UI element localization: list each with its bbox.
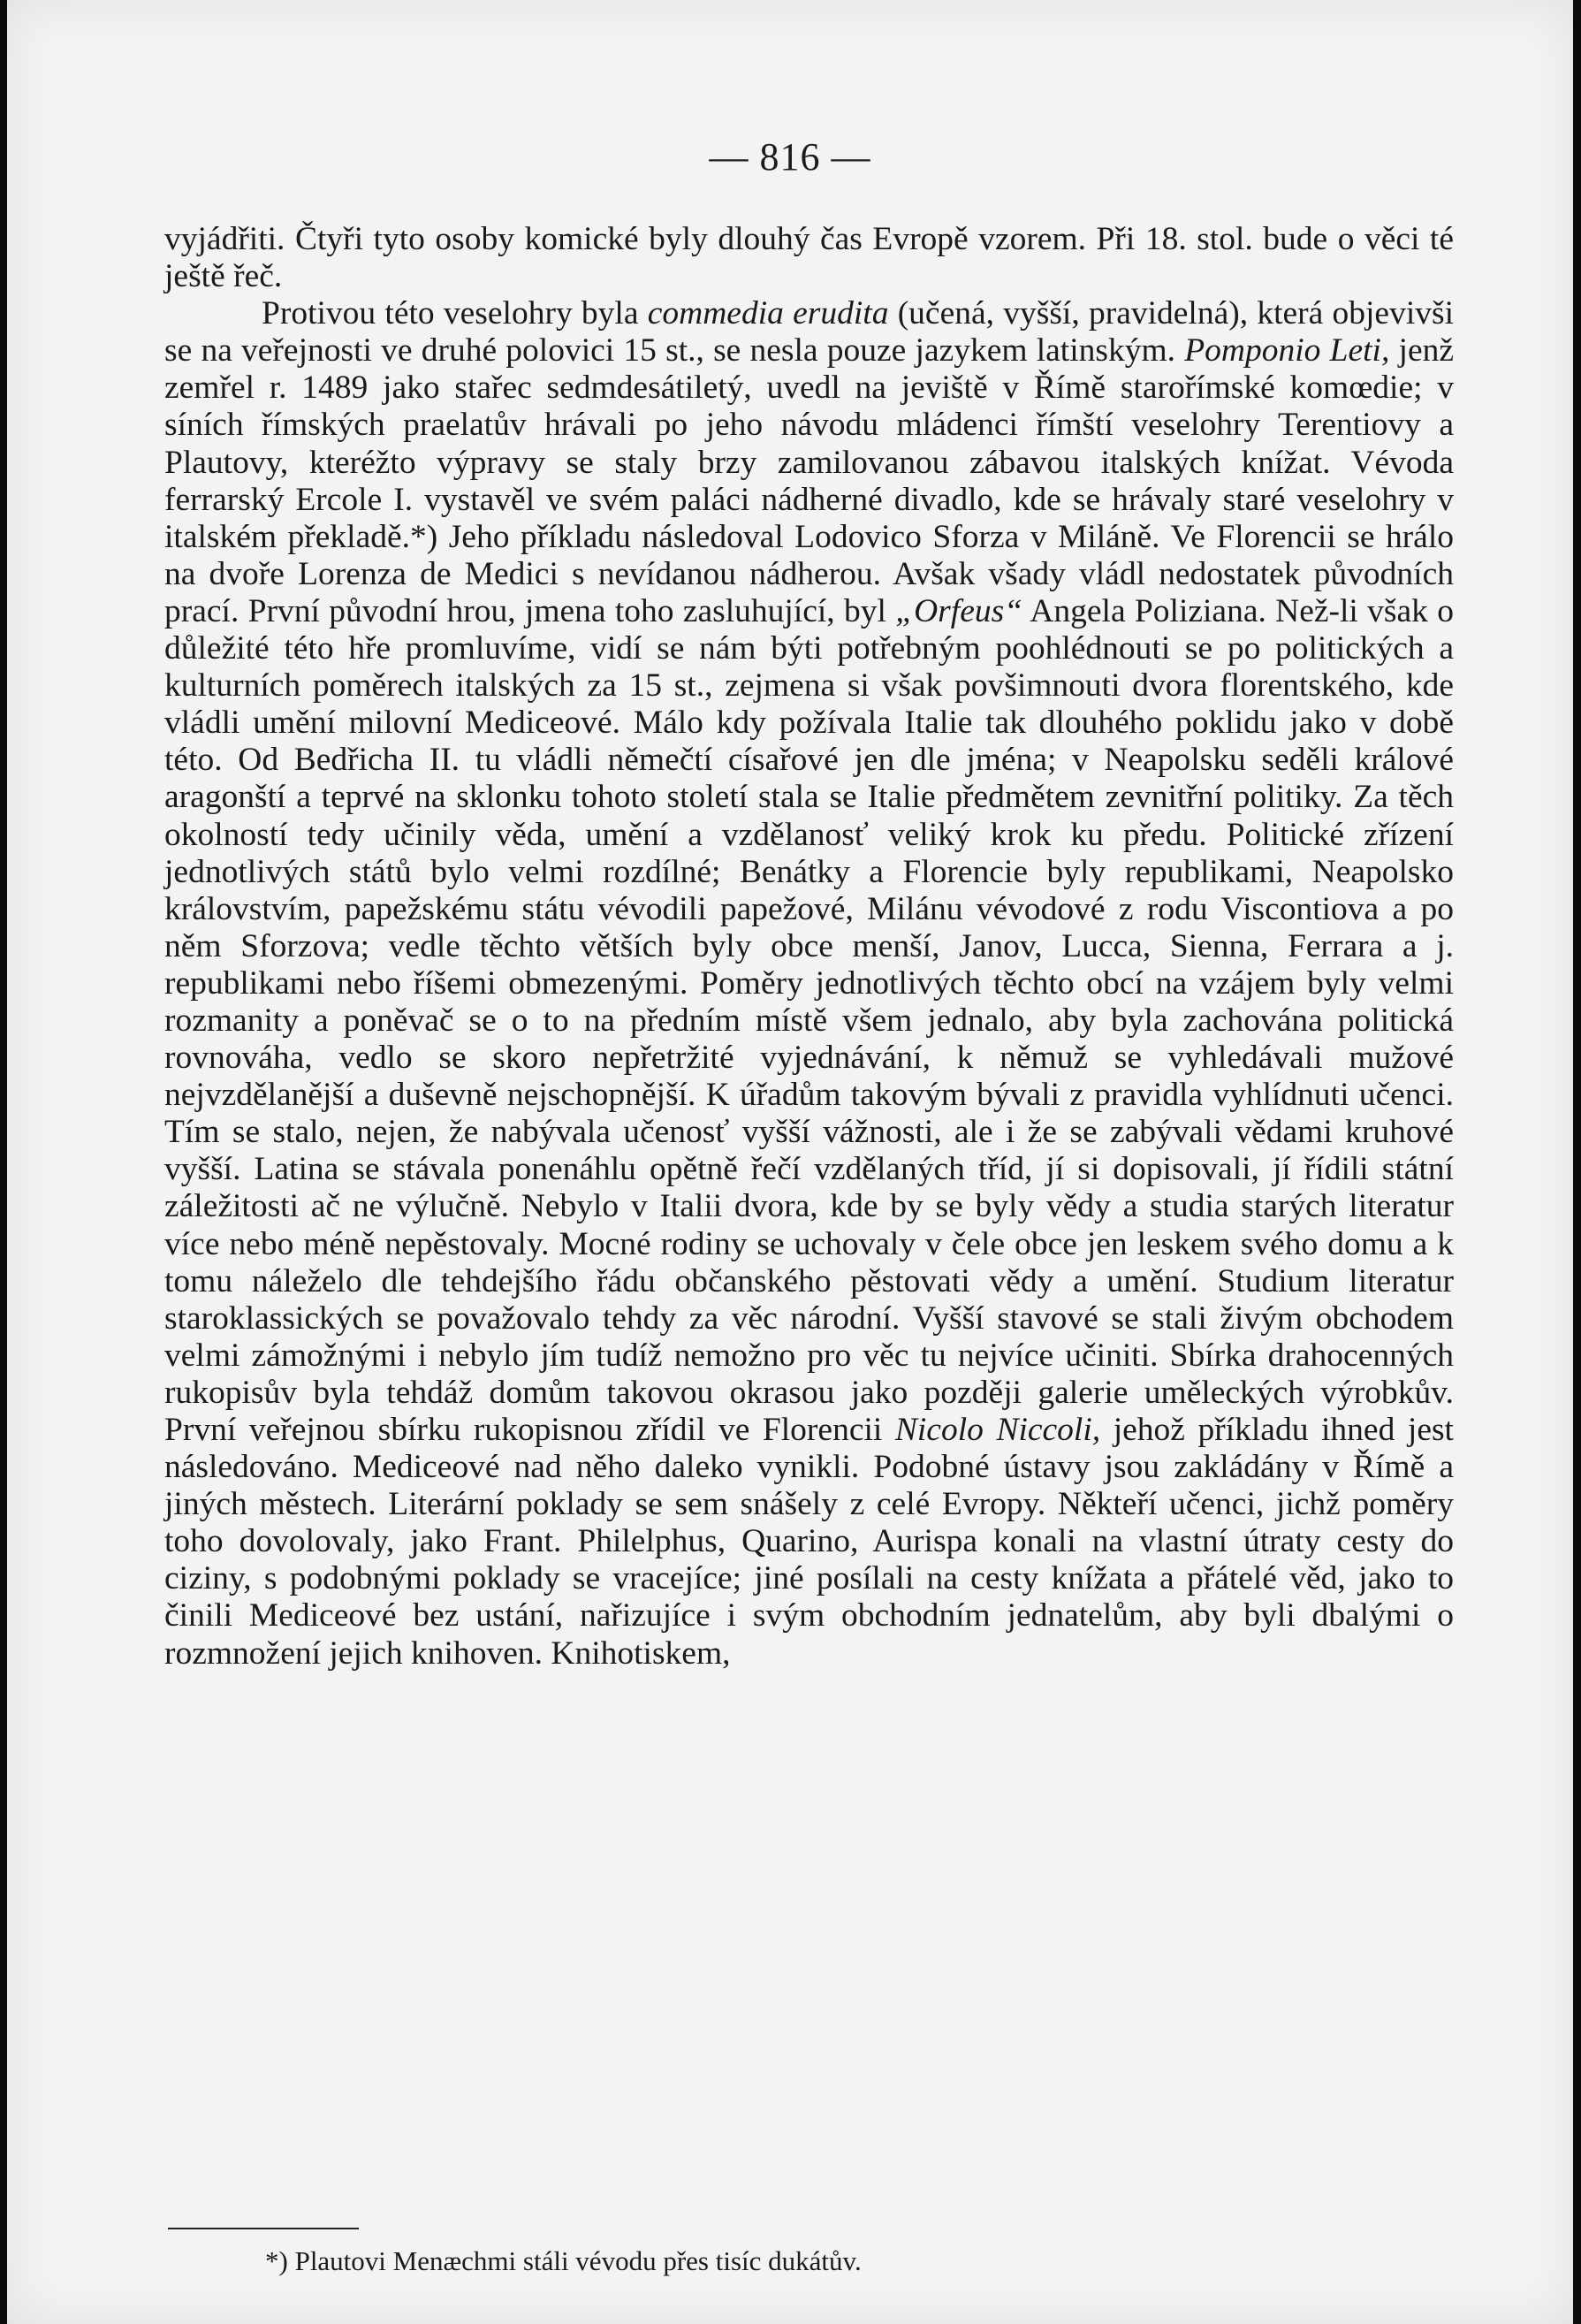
paragraph-2 <box>164 295 1454 1672</box>
text-run: (učená, vyšší, pravidelná), která objevivši se na veřejnosti ve druhé polovici 15 st., se nesla pouze jazykem latinským. <box>164 295 1455 370</box>
book-page <box>7 0 1573 2324</box>
paragraph-1 <box>164 221 1454 295</box>
footnote-rule <box>168 2228 359 2229</box>
italic-run: Pomponio Leti, <box>1184 332 1390 370</box>
text-run: jenž zemřel r. 1489 jako stařec sedmdesátiletý, uvedl na jeviště v Římě starořímské komœdie; v síních římských praelatův hrávali po jeho návodu mládenci římští veselohry Terentiovy a Plautovy, kteréžto výpravy se staly brzy zamilovanou zábavou italských knížat. Vévoda ferrarský Ercole I. vystavěl ve svém paláci nádherné divadlo, kde se hrávaly staré veselohry v italském překladě.*) Jeho příkladu následoval Lodovico Sforza v Miláně. Ve Florencii se hrálo na dvoře Lorenza de Medici s nevídanou nádherou. Avšak všady vládl nedostatek původních prací. První původní hrou, jmena toho zasluhující, byl <box>164 332 1454 629</box>
text-run: Angela Poliziana. Než-li však o důležité této hře promluvíme, vidí se nám býti potřebným poohlédnouti se po politických a kulturních poměrech italských za 15 st., zejmena si však povšimnouti dvora florentského, kde vládli umění milovní Mediceové. Málo kdy požívala Italie tak dlouhého poklidu jako v době této. Od Bedřicha II. tu vládli němečtí císařové jen dle jména; v Neapolsku seděli králové aragonští a teprvé na sklonku tohoto století stala se Italie předmětem zevnitřní politiky. Za těch okolností tedy učinily věda, umění a vzdělanosť veliký krok ku předu. Politické zřízení jednotlivých států bylo velmi rozdílné; Benátky a Florencie byly republikami, Neapolsko královstvím, papežskému státu vévodili papežové, Milánu vévodové z rodu Viscontiova a po něm Sforzova; vedle těchto větších byly obce menší, Janov, Lucca, Sienna, Ferrara a j. republikami nebo říšemi obmezenými. Poměry jednotlivých těchto obcí na vzájem byly velmi rozmanity a poněvač se o to na předním místě všem jednalo, aby byla zachována politická rovnováha, vedlo se skoro nepřetržité vyjednávání, k němuž se vyhledávali mužové nejvzdělanější a duševně nejschopnější. K úřadům takovým bývali z pravidla vyhlídnuti učenci. Tím se stalo, nejen, že nabývala učenosť vyšší vážnosti, ale i že se zabývali vědami kruhové vyšší. Latina se stávala ponenáhlu opětně řečí vzdělaných tříd, jí si dopisovali, jí řídili státní záležitosti ač ne výlučně. Nebylo v Italii dvora, kde by se byly vědy a studia starých literatur více nebo méně nepěstovaly. Mocné rodiny se uchovaly v čele obce jen leskem svého domu a k tomu náleželo dle tehdejšího řádu občanského pěstovati vědy a umění. Studium literatur staroklassických se považovalo tehdy za věc národní. Vyšší stavové se stali živým obchodem velmi zámožnými i nebylo jím tudíž nemožno pro věc tu nejvíce učiniti. Sbírka drahocenných rukopisův byla tehdáž domům takovou okrasou jako později galerie uměleckých výrobkův. První veřejnou sbírku rukopisnou zřídil ve Florencii <box>164 592 1454 1448</box>
footnote: *) Plautovi Menæchmi stáli vévodu přes tisíc dukátův. <box>265 2245 862 2276</box>
body-text <box>164 221 1454 1673</box>
italic-run: commedia erudita <box>647 295 889 332</box>
page-number: — 816 — <box>709 135 871 179</box>
text-run: jehož příkladu ihned jest následováno. Mediceové nad něho daleko vynikli. Podobné ústavy jsou zakládány v Římě a jiných městech. Literární poklady se sem snášely z celé Evropy. Někteří učenci, jichž poměry toho dovolovaly, jako Frant. Philelphus, Quarino, Aurispa konali na vlastní útraty cesty do ciziny, s podobnými poklady se vracejíce; jiné posílali na cesty knížata a přátelé věd, jako to činili Mediceové bez ustání, nařizujíce i svým obchodním jednatelům, aby byli dbalými o rozmnožení jejich knihoven. Knihotiskem, <box>164 1412 1454 1672</box>
text-run: Protivou této veselohry byla <box>262 295 648 332</box>
italic-run: Nicolo Niccoli, <box>894 1412 1101 1448</box>
text-run: vyjádřiti. Čtyři tyto osoby komické byly dlouhý čas Evropě vzorem. Při 18. stol. bude o věci té ještě řeč. <box>164 221 1454 295</box>
italic-run: „Orfeus“ <box>895 592 1023 629</box>
